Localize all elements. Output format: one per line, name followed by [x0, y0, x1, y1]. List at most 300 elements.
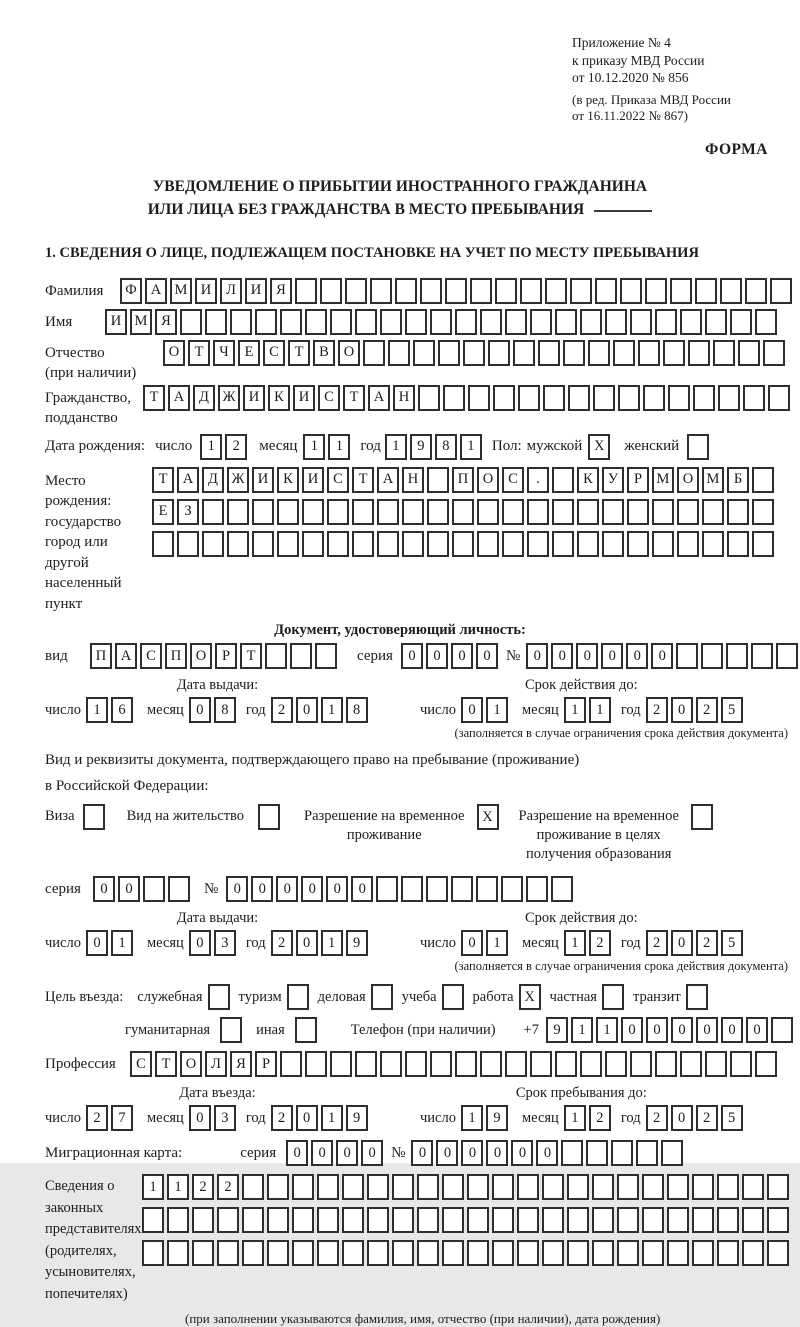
- char-cell[interactable]: [580, 1051, 602, 1077]
- char-cell[interactable]: П: [90, 643, 112, 669]
- char-cell[interactable]: 0: [286, 1140, 308, 1166]
- char-cell[interactable]: И: [252, 467, 274, 493]
- char-cell[interactable]: 0: [461, 1140, 483, 1166]
- char-cell[interactable]: К: [268, 385, 290, 411]
- char-cell[interactable]: [488, 340, 510, 366]
- stay-day-boxes[interactable]: [461, 1105, 508, 1131]
- char-cell[interactable]: [367, 1240, 389, 1266]
- char-cell[interactable]: [152, 531, 174, 557]
- char-cell[interactable]: [755, 1051, 777, 1077]
- char-cell[interactable]: [320, 278, 342, 304]
- char-cell[interactable]: [468, 385, 490, 411]
- char-cell[interactable]: Е: [152, 499, 174, 525]
- char-cell[interactable]: [751, 643, 773, 669]
- char-cell[interactable]: 0: [411, 1140, 433, 1166]
- char-cell[interactable]: X: [519, 984, 541, 1010]
- char-cell[interactable]: [742, 1240, 764, 1266]
- char-cell[interactable]: Ф: [120, 278, 142, 304]
- char-cell[interactable]: [380, 1051, 402, 1077]
- char-cell[interactable]: [752, 467, 774, 493]
- char-cell[interactable]: [305, 1051, 327, 1077]
- char-cell[interactable]: 0: [671, 930, 693, 956]
- char-cell[interactable]: [413, 340, 435, 366]
- char-cell[interactable]: [661, 1140, 683, 1166]
- char-cell[interactable]: [677, 531, 699, 557]
- char-cell[interactable]: 0: [189, 697, 211, 723]
- char-cell[interactable]: [620, 278, 642, 304]
- char-cell[interactable]: Т: [240, 643, 262, 669]
- char-cell[interactable]: [767, 1240, 789, 1266]
- char-cell[interactable]: [202, 531, 224, 557]
- doc-series-boxes[interactable]: [401, 643, 498, 669]
- surname-boxes[interactable]: [120, 278, 792, 304]
- char-cell[interactable]: [543, 385, 565, 411]
- char-cell[interactable]: 0: [436, 1140, 458, 1166]
- char-cell[interactable]: [570, 278, 592, 304]
- char-cell[interactable]: [355, 1051, 377, 1077]
- char-cell[interactable]: 1: [328, 434, 350, 460]
- char-cell[interactable]: Т: [352, 467, 374, 493]
- char-cell[interactable]: [380, 309, 402, 335]
- char-cell[interactable]: [502, 499, 524, 525]
- char-cell[interactable]: 1: [571, 1017, 593, 1043]
- char-cell[interactable]: [168, 876, 190, 902]
- entry-day-boxes[interactable]: [86, 1105, 133, 1131]
- validity-month-boxes[interactable]: [564, 697, 611, 723]
- char-cell[interactable]: [402, 531, 424, 557]
- char-cell[interactable]: [455, 309, 477, 335]
- char-cell[interactable]: 1: [321, 1105, 343, 1131]
- char-cell[interactable]: Я: [270, 278, 292, 304]
- char-cell[interactable]: 0: [311, 1140, 333, 1166]
- char-cell[interactable]: [670, 278, 692, 304]
- char-cell[interactable]: [530, 1051, 552, 1077]
- char-cell[interactable]: 2: [86, 1105, 108, 1131]
- char-cell[interactable]: [392, 1207, 414, 1233]
- char-cell[interactable]: [345, 278, 367, 304]
- char-cell[interactable]: 2: [696, 697, 718, 723]
- char-cell[interactable]: [517, 1240, 539, 1266]
- char-cell[interactable]: [242, 1240, 264, 1266]
- residence-issue-month-boxes[interactable]: [189, 930, 236, 956]
- char-cell[interactable]: [705, 309, 727, 335]
- char-cell[interactable]: 1: [321, 930, 343, 956]
- char-cell[interactable]: [752, 499, 774, 525]
- char-cell[interactable]: [692, 1174, 714, 1200]
- char-cell[interactable]: [317, 1207, 339, 1233]
- char-cell[interactable]: [613, 340, 635, 366]
- char-cell[interactable]: [695, 278, 717, 304]
- char-cell[interactable]: 1: [564, 697, 586, 723]
- char-cell[interactable]: 2: [271, 697, 293, 723]
- char-cell[interactable]: С: [140, 643, 162, 669]
- char-cell[interactable]: А: [145, 278, 167, 304]
- char-cell[interactable]: [692, 1240, 714, 1266]
- char-cell[interactable]: [755, 309, 777, 335]
- purpose-other-checkbox[interactable]: [295, 1017, 317, 1043]
- char-cell[interactable]: [295, 278, 317, 304]
- char-cell[interactable]: [617, 1174, 639, 1200]
- birth-place-row1-boxes[interactable]: [152, 467, 774, 493]
- char-cell[interactable]: П: [165, 643, 187, 669]
- residence-issue-year-boxes[interactable]: [271, 930, 368, 956]
- entry-year-boxes[interactable]: [271, 1105, 368, 1131]
- char-cell[interactable]: 1: [486, 930, 508, 956]
- char-cell[interactable]: [205, 309, 227, 335]
- char-cell[interactable]: [342, 1207, 364, 1233]
- char-cell[interactable]: [618, 385, 640, 411]
- char-cell[interactable]: И: [243, 385, 265, 411]
- char-cell[interactable]: 0: [251, 876, 273, 902]
- char-cell[interactable]: [586, 1140, 608, 1166]
- char-cell[interactable]: [763, 340, 785, 366]
- char-cell[interactable]: 1: [461, 1105, 483, 1131]
- char-cell[interactable]: С: [327, 467, 349, 493]
- char-cell[interactable]: [463, 340, 485, 366]
- representatives-row3-boxes[interactable]: [142, 1240, 789, 1266]
- char-cell[interactable]: М: [170, 278, 192, 304]
- char-cell[interactable]: 0: [486, 1140, 508, 1166]
- char-cell[interactable]: [642, 1207, 664, 1233]
- char-cell[interactable]: [417, 1240, 439, 1266]
- char-cell[interactable]: [280, 1051, 302, 1077]
- migration-number-boxes[interactable]: [411, 1140, 683, 1166]
- char-cell[interactable]: А: [177, 467, 199, 493]
- char-cell[interactable]: [292, 1174, 314, 1200]
- char-cell[interactable]: [420, 278, 442, 304]
- char-cell[interactable]: [602, 499, 624, 525]
- char-cell[interactable]: [617, 1240, 639, 1266]
- char-cell[interactable]: 0: [461, 697, 483, 723]
- char-cell[interactable]: [477, 499, 499, 525]
- char-cell[interactable]: [667, 1207, 689, 1233]
- char-cell[interactable]: [518, 385, 540, 411]
- char-cell[interactable]: [208, 984, 230, 1010]
- visa-checkbox[interactable]: [83, 804, 105, 830]
- profession-boxes[interactable]: [130, 1051, 777, 1077]
- char-cell[interactable]: [180, 309, 202, 335]
- char-cell[interactable]: [505, 1051, 527, 1077]
- char-cell[interactable]: [770, 278, 792, 304]
- purpose-transit-checkbox[interactable]: [686, 984, 708, 1010]
- char-cell[interactable]: С: [318, 385, 340, 411]
- char-cell[interactable]: [551, 876, 573, 902]
- char-cell[interactable]: [652, 531, 674, 557]
- char-cell[interactable]: 9: [486, 1105, 508, 1131]
- issue-day-boxes[interactable]: [86, 697, 133, 723]
- char-cell[interactable]: [442, 1240, 464, 1266]
- char-cell[interactable]: [602, 531, 624, 557]
- char-cell[interactable]: [693, 385, 715, 411]
- char-cell[interactable]: [588, 340, 610, 366]
- char-cell[interactable]: [363, 340, 385, 366]
- char-cell[interactable]: 0: [296, 697, 318, 723]
- char-cell[interactable]: 0: [476, 643, 498, 669]
- char-cell[interactable]: [417, 1174, 439, 1200]
- char-cell[interactable]: [177, 531, 199, 557]
- char-cell[interactable]: 2: [646, 930, 668, 956]
- char-cell[interactable]: [501, 876, 523, 902]
- char-cell[interactable]: [717, 1174, 739, 1200]
- char-cell[interactable]: 2: [589, 930, 611, 956]
- char-cell[interactable]: 1: [321, 697, 343, 723]
- char-cell[interactable]: 0: [696, 1017, 718, 1043]
- char-cell[interactable]: М: [702, 467, 724, 493]
- char-cell[interactable]: 0: [326, 876, 348, 902]
- char-cell[interactable]: [388, 340, 410, 366]
- char-cell[interactable]: 0: [86, 930, 108, 956]
- char-cell[interactable]: [642, 1240, 664, 1266]
- char-cell[interactable]: [738, 340, 760, 366]
- char-cell[interactable]: [480, 1051, 502, 1077]
- char-cell[interactable]: [252, 499, 274, 525]
- char-cell[interactable]: [517, 1174, 539, 1200]
- char-cell[interactable]: 2: [271, 1105, 293, 1131]
- char-cell[interactable]: 0: [189, 930, 211, 956]
- char-cell[interactable]: [701, 643, 723, 669]
- char-cell[interactable]: [227, 531, 249, 557]
- char-cell[interactable]: 0: [671, 697, 693, 723]
- char-cell[interactable]: [663, 340, 685, 366]
- char-cell[interactable]: [427, 467, 449, 493]
- char-cell[interactable]: [467, 1240, 489, 1266]
- char-cell[interactable]: Д: [193, 385, 215, 411]
- char-cell[interactable]: [377, 531, 399, 557]
- validity-year-boxes[interactable]: [646, 697, 743, 723]
- char-cell[interactable]: [645, 278, 667, 304]
- representatives-row2-boxes[interactable]: [142, 1207, 789, 1233]
- char-cell[interactable]: 9: [346, 1105, 368, 1131]
- char-cell[interactable]: О: [477, 467, 499, 493]
- char-cell[interactable]: 0: [601, 643, 623, 669]
- char-cell[interactable]: [392, 1240, 414, 1266]
- char-cell[interactable]: [592, 1240, 614, 1266]
- char-cell[interactable]: 1: [385, 434, 407, 460]
- char-cell[interactable]: Т: [152, 467, 174, 493]
- char-cell[interactable]: С: [130, 1051, 152, 1077]
- char-cell[interactable]: Н: [402, 467, 424, 493]
- residence-series-boxes[interactable]: [93, 876, 190, 902]
- char-cell[interactable]: 0: [621, 1017, 643, 1043]
- char-cell[interactable]: [417, 1207, 439, 1233]
- validity-day-boxes[interactable]: [461, 697, 508, 723]
- char-cell[interactable]: З: [177, 499, 199, 525]
- sex-male-checkbox[interactable]: [588, 434, 610, 460]
- char-cell[interactable]: [567, 1240, 589, 1266]
- char-cell[interactable]: [255, 309, 277, 335]
- char-cell[interactable]: [342, 1174, 364, 1200]
- char-cell[interactable]: О: [338, 340, 360, 366]
- char-cell[interactable]: [680, 1051, 702, 1077]
- char-cell[interactable]: [527, 499, 549, 525]
- char-cell[interactable]: [702, 531, 724, 557]
- char-cell[interactable]: [726, 643, 748, 669]
- char-cell[interactable]: [455, 1051, 477, 1077]
- residence-validity-month-boxes[interactable]: [564, 930, 611, 956]
- char-cell[interactable]: [427, 531, 449, 557]
- purpose-tourism-checkbox[interactable]: [287, 984, 309, 1010]
- char-cell[interactable]: [83, 804, 105, 830]
- char-cell[interactable]: Т: [188, 340, 210, 366]
- sex-female-checkbox[interactable]: [687, 434, 709, 460]
- char-cell[interactable]: А: [115, 643, 137, 669]
- char-cell[interactable]: 0: [426, 643, 448, 669]
- char-cell[interactable]: [555, 1051, 577, 1077]
- char-cell[interactable]: [538, 340, 560, 366]
- char-cell[interactable]: 2: [646, 697, 668, 723]
- char-cell[interactable]: [568, 385, 590, 411]
- char-cell[interactable]: 0: [276, 876, 298, 902]
- birth-day-boxes[interactable]: [200, 434, 247, 460]
- char-cell[interactable]: [495, 278, 517, 304]
- char-cell[interactable]: [542, 1174, 564, 1200]
- char-cell[interactable]: [476, 876, 498, 902]
- char-cell[interactable]: X: [588, 434, 610, 460]
- char-cell[interactable]: [438, 340, 460, 366]
- char-cell[interactable]: С: [502, 467, 524, 493]
- char-cell[interactable]: [605, 1051, 627, 1077]
- char-cell[interactable]: [451, 876, 473, 902]
- char-cell[interactable]: [492, 1207, 514, 1233]
- residence-permit-checkbox[interactable]: [258, 804, 280, 830]
- char-cell[interactable]: Е: [238, 340, 260, 366]
- char-cell[interactable]: 3: [214, 1105, 236, 1131]
- char-cell[interactable]: [377, 499, 399, 525]
- issue-month-boxes[interactable]: [189, 697, 236, 723]
- char-cell[interactable]: [477, 531, 499, 557]
- char-cell[interactable]: [367, 1207, 389, 1233]
- char-cell[interactable]: [267, 1207, 289, 1233]
- char-cell[interactable]: [630, 309, 652, 335]
- char-cell[interactable]: [143, 876, 165, 902]
- char-cell[interactable]: 0: [301, 876, 323, 902]
- char-cell[interactable]: [220, 1017, 242, 1043]
- char-cell[interactable]: [611, 1140, 633, 1166]
- doc-kind-boxes[interactable]: [90, 643, 337, 669]
- char-cell[interactable]: [492, 1174, 514, 1200]
- char-cell[interactable]: [327, 531, 349, 557]
- char-cell[interactable]: [527, 531, 549, 557]
- char-cell[interactable]: 0: [189, 1105, 211, 1131]
- char-cell[interactable]: 1: [303, 434, 325, 460]
- char-cell[interactable]: [405, 309, 427, 335]
- entry-month-boxes[interactable]: [189, 1105, 236, 1131]
- char-cell[interactable]: [327, 499, 349, 525]
- stay-year-boxes[interactable]: [646, 1105, 743, 1131]
- char-cell[interactable]: 0: [296, 1105, 318, 1131]
- purpose-study-checkbox[interactable]: [442, 984, 464, 1010]
- char-cell[interactable]: [595, 278, 617, 304]
- char-cell[interactable]: [567, 1207, 589, 1233]
- char-cell[interactable]: 5: [721, 1105, 743, 1131]
- issue-year-boxes[interactable]: [271, 697, 368, 723]
- char-cell[interactable]: Л: [205, 1051, 227, 1077]
- char-cell[interactable]: 5: [721, 930, 743, 956]
- char-cell[interactable]: [771, 1017, 793, 1043]
- char-cell[interactable]: Т: [288, 340, 310, 366]
- char-cell[interactable]: [467, 1207, 489, 1233]
- char-cell[interactable]: 2: [217, 1174, 239, 1200]
- char-cell[interactable]: К: [277, 467, 299, 493]
- char-cell[interactable]: [680, 309, 702, 335]
- residence-validity-year-boxes[interactable]: [646, 930, 743, 956]
- char-cell[interactable]: Я: [155, 309, 177, 335]
- char-cell[interactable]: [242, 1207, 264, 1233]
- char-cell[interactable]: Ж: [227, 467, 249, 493]
- char-cell[interactable]: 2: [696, 1105, 718, 1131]
- char-cell[interactable]: [627, 531, 649, 557]
- char-cell[interactable]: О: [180, 1051, 202, 1077]
- char-cell[interactable]: [352, 531, 374, 557]
- char-cell[interactable]: [720, 278, 742, 304]
- char-cell[interactable]: 1: [200, 434, 222, 460]
- char-cell[interactable]: [542, 1207, 564, 1233]
- char-cell[interactable]: [202, 499, 224, 525]
- char-cell[interactable]: [242, 1174, 264, 1200]
- char-cell[interactable]: 0: [671, 1105, 693, 1131]
- char-cell[interactable]: 0: [336, 1140, 358, 1166]
- char-cell[interactable]: [392, 1174, 414, 1200]
- char-cell[interactable]: [427, 499, 449, 525]
- char-cell[interactable]: П: [452, 467, 474, 493]
- char-cell[interactable]: 0: [536, 1140, 558, 1166]
- char-cell[interactable]: [667, 1240, 689, 1266]
- char-cell[interactable]: .: [527, 467, 549, 493]
- birth-month-boxes[interactable]: [303, 434, 350, 460]
- char-cell[interactable]: [592, 1174, 614, 1200]
- char-cell[interactable]: [267, 1240, 289, 1266]
- char-cell[interactable]: [227, 499, 249, 525]
- char-cell[interactable]: [655, 309, 677, 335]
- char-cell[interactable]: Ч: [213, 340, 235, 366]
- char-cell[interactable]: 1: [564, 1105, 586, 1131]
- char-cell[interactable]: [401, 876, 423, 902]
- char-cell[interactable]: [395, 278, 417, 304]
- char-cell[interactable]: [370, 278, 392, 304]
- char-cell[interactable]: [617, 1207, 639, 1233]
- char-cell[interactable]: В: [313, 340, 335, 366]
- char-cell[interactable]: [727, 499, 749, 525]
- char-cell[interactable]: 0: [511, 1140, 533, 1166]
- char-cell[interactable]: [330, 1051, 352, 1077]
- char-cell[interactable]: 0: [118, 876, 140, 902]
- char-cell[interactable]: Р: [627, 467, 649, 493]
- char-cell[interactable]: 0: [576, 643, 598, 669]
- char-cell[interactable]: [493, 385, 515, 411]
- char-cell[interactable]: [745, 278, 767, 304]
- char-cell[interactable]: М: [130, 309, 152, 335]
- char-cell[interactable]: 0: [361, 1140, 383, 1166]
- birth-year-boxes[interactable]: [385, 434, 482, 460]
- char-cell[interactable]: [305, 309, 327, 335]
- stay-month-boxes[interactable]: [564, 1105, 611, 1131]
- doc-number-boxes[interactable]: [526, 643, 798, 669]
- representatives-row1-boxes[interactable]: [142, 1174, 789, 1200]
- char-cell[interactable]: 1: [564, 930, 586, 956]
- char-cell[interactable]: 0: [451, 643, 473, 669]
- given-name-boxes[interactable]: [105, 309, 777, 335]
- char-cell[interactable]: [277, 499, 299, 525]
- char-cell[interactable]: [505, 309, 527, 335]
- char-cell[interactable]: 3: [214, 930, 236, 956]
- char-cell[interactable]: [526, 876, 548, 902]
- char-cell[interactable]: [167, 1240, 189, 1266]
- char-cell[interactable]: [767, 1174, 789, 1200]
- char-cell[interactable]: [776, 643, 798, 669]
- char-cell[interactable]: [418, 385, 440, 411]
- char-cell[interactable]: А: [368, 385, 390, 411]
- char-cell[interactable]: X: [477, 804, 499, 830]
